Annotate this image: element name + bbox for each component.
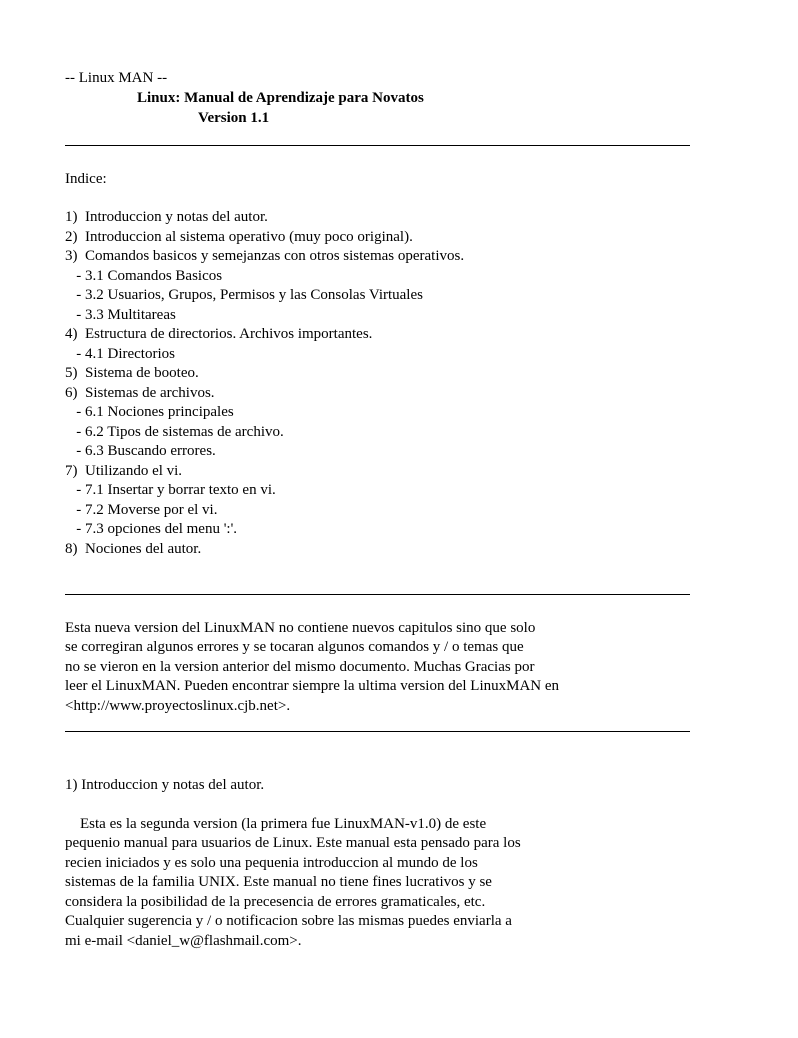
paragraph-line: recien iniciados y es solo una pequenia introduccion al mundo de los [65, 855, 478, 871]
index-item: 8) Nociones del autor. [65, 541, 202, 557]
section-heading: 1) Introduccion y notas del autor. [65, 777, 265, 793]
index-item: - 3.1 Comandos Basicos [65, 268, 223, 284]
index-item: - 6.2 Tipos de sistemas de archivo. [65, 424, 284, 440]
index-item: 2) Introduccion al sistema operativo (muy poco original). [65, 229, 413, 245]
note-line: se corregiran algunos errores y se tocaran algunos comandos y / o temas que [65, 639, 524, 655]
index-item: - 7.1 Insertar y borrar texto en vi. [65, 482, 276, 498]
paragraph-line: sistemas de la familia UNIX. Este manual no tiene fines lucrativos y se [65, 874, 492, 890]
paragraph-line: considera la posibilidad de la precesencia de errores gramaticales, etc. [65, 894, 486, 910]
document-version: Version 1.1 [198, 110, 270, 126]
index-item: 7) Utilizando el vi. [65, 463, 183, 479]
divider [65, 731, 690, 732]
paragraph-line: Esta es la segunda version (la primera fue LinuxMAN-v1.0) de este [65, 816, 487, 832]
divider [65, 594, 690, 595]
document-title: Linux: Manual de Aprendizaje para Novatos [137, 90, 424, 106]
index-item: - 7.2 Moverse por el vi. [65, 502, 218, 518]
index-item: - 4.1 Directorios [65, 346, 175, 362]
index-item: - 3.2 Usuarios, Grupos, Permisos y las Consolas Virtuales [65, 287, 423, 303]
index-item: 1) Introduccion y notas del autor. [65, 209, 268, 225]
header-line: -- Linux MAN -- [65, 70, 168, 86]
index-item: - 7.3 opciones del menu ':'. [65, 521, 238, 537]
note-line: leer el LinuxMAN. Pueden encontrar siempre la ultima version del LinuxMAN en [65, 678, 560, 694]
note-line: no se vieron en la version anterior del mismo documento. Muchas Gracias por [65, 659, 535, 675]
divider [65, 145, 690, 146]
note-line: Esta nueva version del LinuxMAN no contiene nuevos capitulos sino que solo [65, 620, 536, 636]
index-item: - 6.3 Buscando errores. [65, 443, 216, 459]
index-item: 5) Sistema de booteo. [65, 365, 199, 381]
paragraph-line: Cualquier sugerencia y / o notificacion sobre las mismas puedes enviarla a [65, 913, 512, 929]
index-item: 6) Sistemas de archivos. [65, 385, 215, 401]
paragraph-line: pequenio manual para usuarios de Linux. Este manual esta pensado para los [65, 835, 521, 851]
index-item: - 6.1 Nociones principales [65, 404, 234, 420]
index-item: 4) Estructura de directorios. Archivos importantes. [65, 326, 373, 342]
index-heading: Indice: [65, 171, 107, 187]
paragraph-line: mi e-mail <daniel_w@flashmail.com>. [65, 933, 302, 949]
index-item: - 3.3 Multitareas [65, 307, 176, 323]
note-line: <http://www.proyectoslinux.cjb.net>. [65, 698, 291, 714]
index-item: 3) Comandos basicos y semejanzas con otros sistemas operativos. [65, 248, 465, 264]
